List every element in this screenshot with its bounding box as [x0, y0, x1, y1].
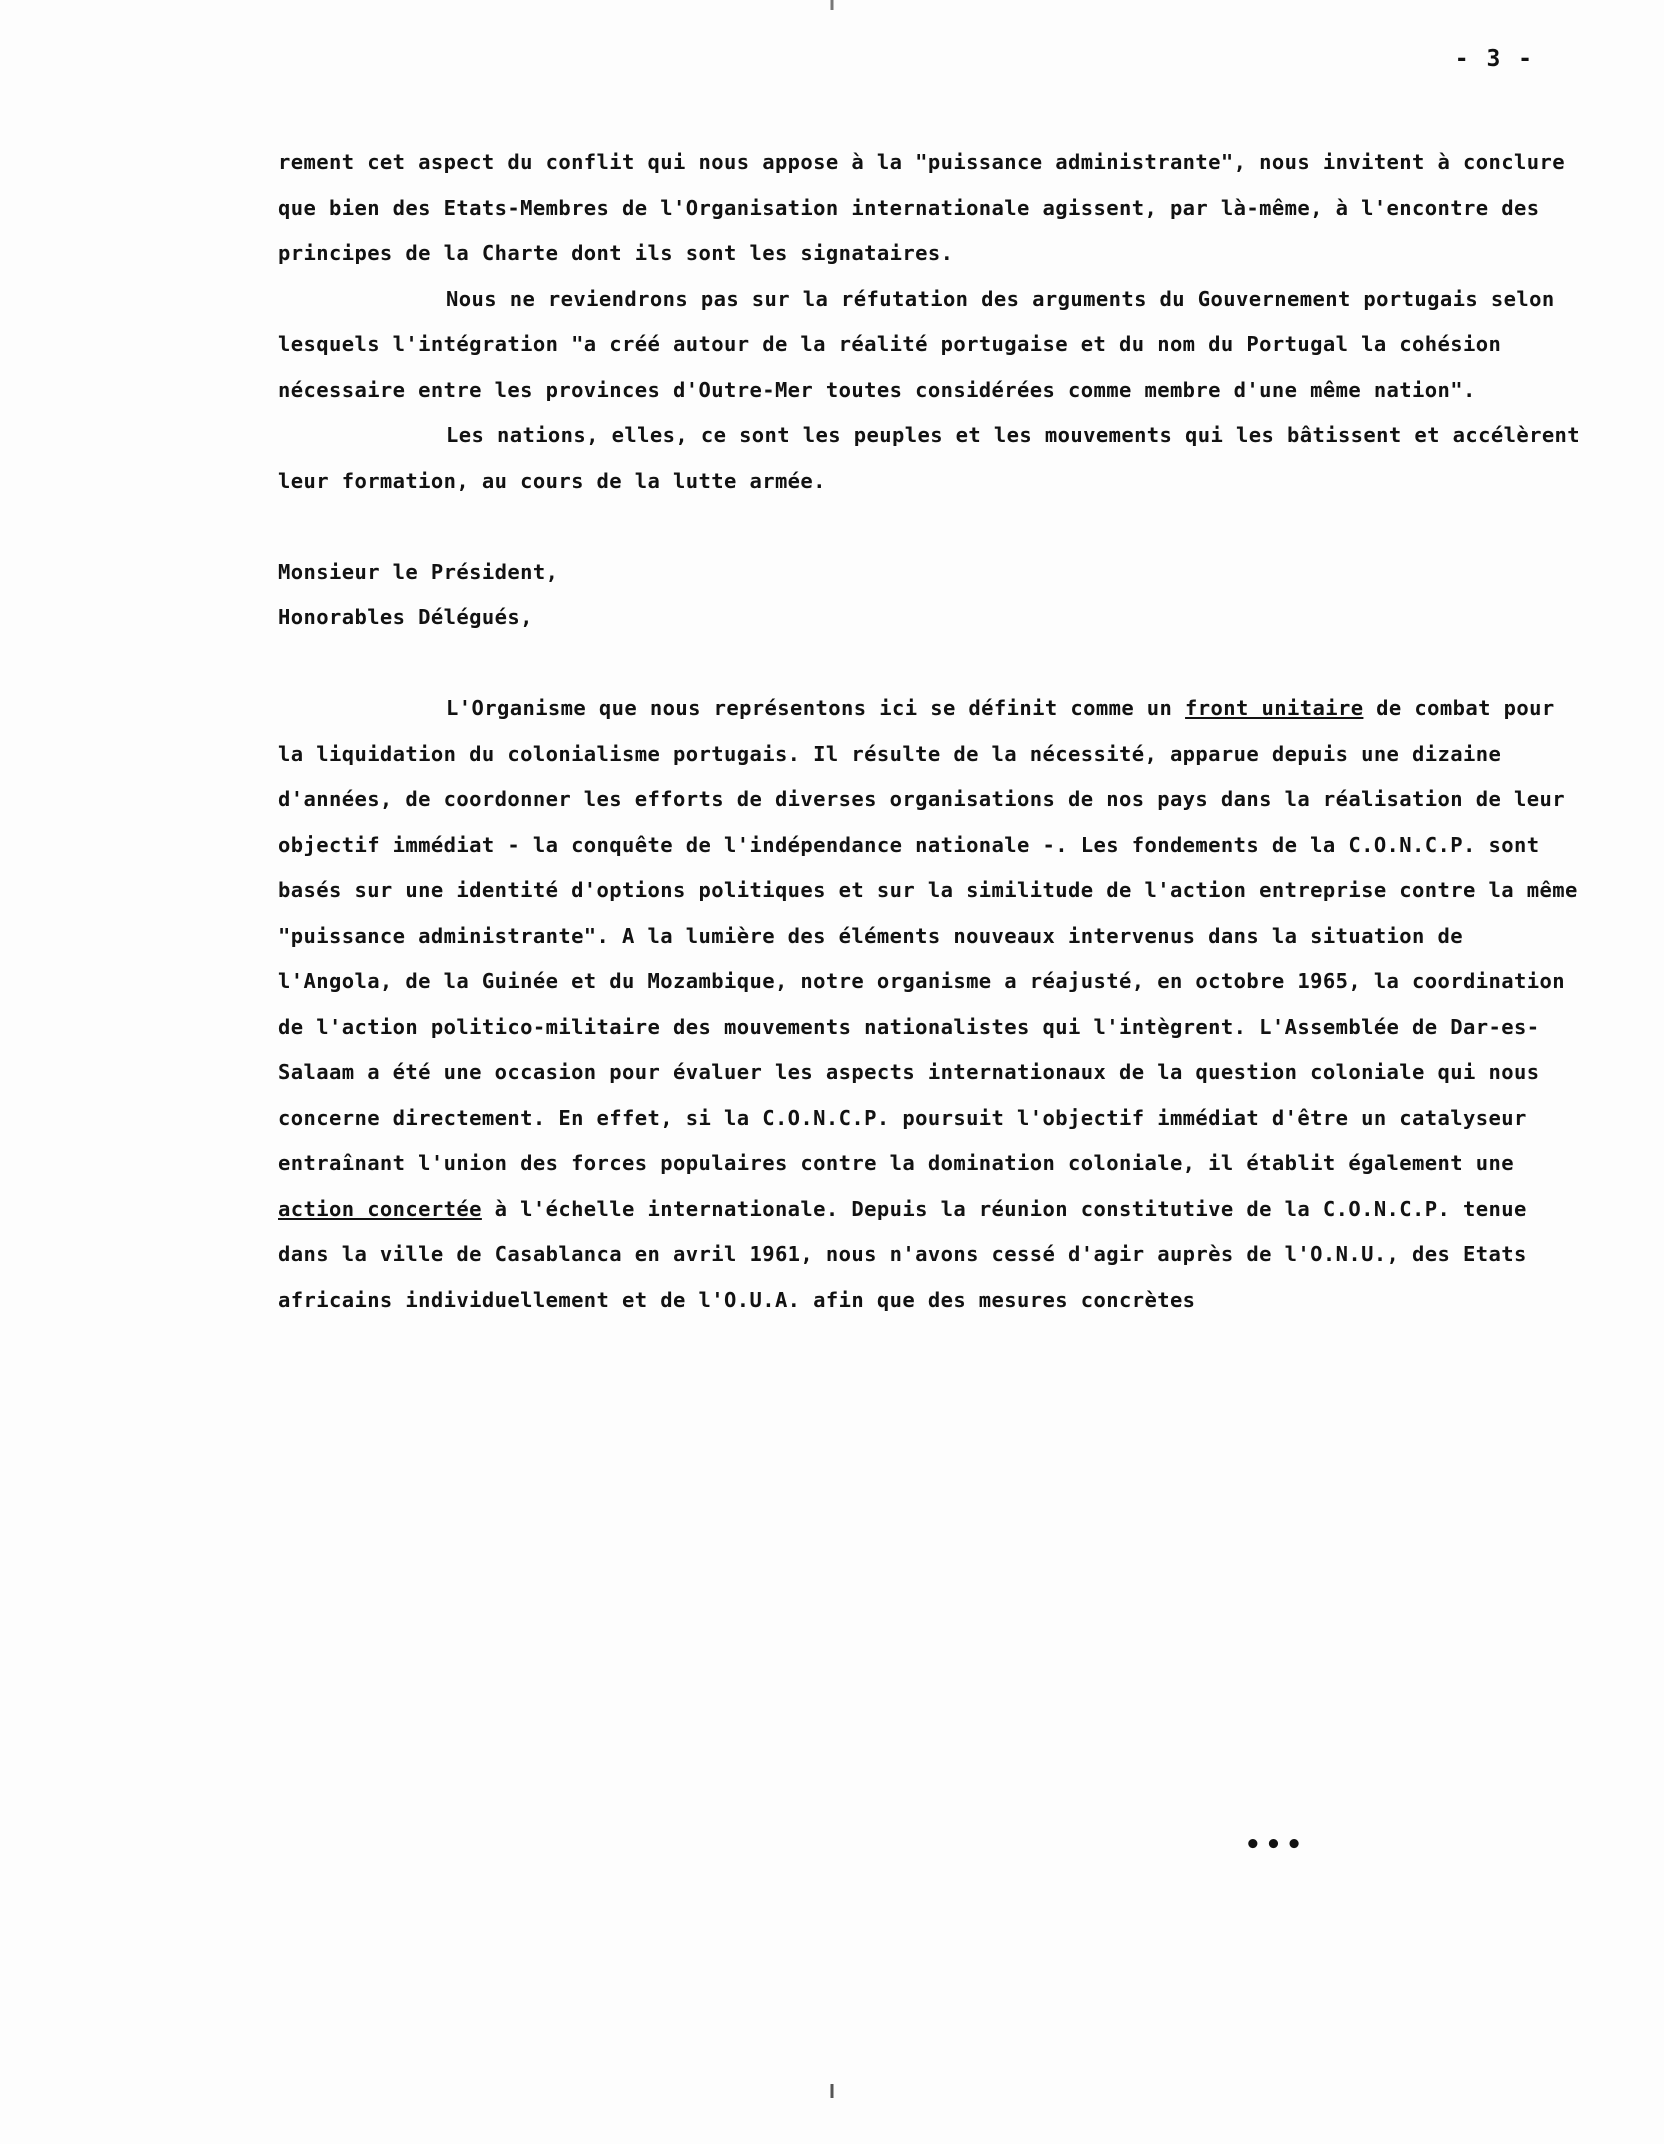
main-paragraph	[278, 686, 1588, 1323]
paragraph-3	[278, 413, 1588, 504]
bottom-registration-mark	[831, 2084, 834, 2098]
paragraph-1: rement cet aspect du conflit qui nous appose à la "puissance administrante", nous invitent à conclure que bien des Etats-Membres de l'Organisation internationale agissent, par là-même, à l'encontre des principes de la Charte dont ils sont les signataires.	[278, 150, 1565, 265]
salutation-line-1: Monsieur le Président,	[278, 559, 559, 584]
main-paragraph-tail: à l'échelle internationale. Depuis la réunion constitutive de la C.O.N.C.P. tenue dans la ville de Casablanca en avril 1961, nous n'avons cessé d'agir auprès de l'O.N.U., des Etats africains individuellement et de l'O.U.A. afin que des mesures concrètes	[278, 1196, 1527, 1312]
document-body	[278, 140, 1588, 1323]
salutation-gap	[278, 641, 1588, 687]
salutation-line-2: Honorables Délégués,	[278, 605, 533, 629]
main-paragraph-middle: de combat pour la liquidation du colonialisme portugais. Il résulte de la nécessité, apparue depuis une dizaine d'années, de coordonner les efforts de diverses organisations de nos pays dans la réalisation de leur objectif immédiat - la conquête de l'indépendance nationale -. Les fondements de la C.O.N.C.P. sont basés sur une identité d'options politiques et sur la similitude de l'action entreprise contre la même "puissance administrante". A la lumière des éléments nouveaux intervenus dans la situation de l'Angola, de la Guinée et du Mozambique, notre organisme a réajusté, en octobre 1965, la coordination de l'action politico-militaire des mouvements nationalistes qui l'intègrent. L'Assemblée de Dar-es-Salaam a été une occasion pour évaluer les aspects internationaux de la question coloniale qui nous concerne directement. En effet, si la C.O.N.C.P. poursuit l'objectif immédiat d'être un catalyseur entraînant l'union des forces populaires contre la domination coloniale, il établit également une	[278, 696, 1578, 1175]
main-paragraph-intro: L'Organisme que nous représentons ici se définit comme un	[446, 696, 1186, 720]
underlined-term-action-concertee: action concertée	[278, 1196, 482, 1221]
paragraph-gap	[278, 504, 1588, 550]
paragraph-3-text: Les nations, elles, ce sont les peuples et les mouvements qui les bâtissent et accélèrent leur formation, au cours de la lutte armée.	[278, 423, 1581, 493]
continuation-marker: •••	[1245, 1830, 1307, 1860]
salutation	[278, 550, 1588, 641]
underlined-term-front-unitaire: front unitaire	[1185, 696, 1364, 720]
paragraph-2	[278, 277, 1588, 414]
top-registration-mark	[831, 0, 834, 10]
paragraph-2-text: Nous ne reviendrons pas sur la réfutation des arguments du Gouvernement portugais selon lesquels l'intégration "a créé autour de la réalité portugaise et du nom du Portugal la cohésion nécessaire entre les provinces d'Outre-Mer toutes considérées comme membre d'une même nation".	[278, 286, 1555, 402]
page-number: - 3 -	[1454, 46, 1534, 72]
